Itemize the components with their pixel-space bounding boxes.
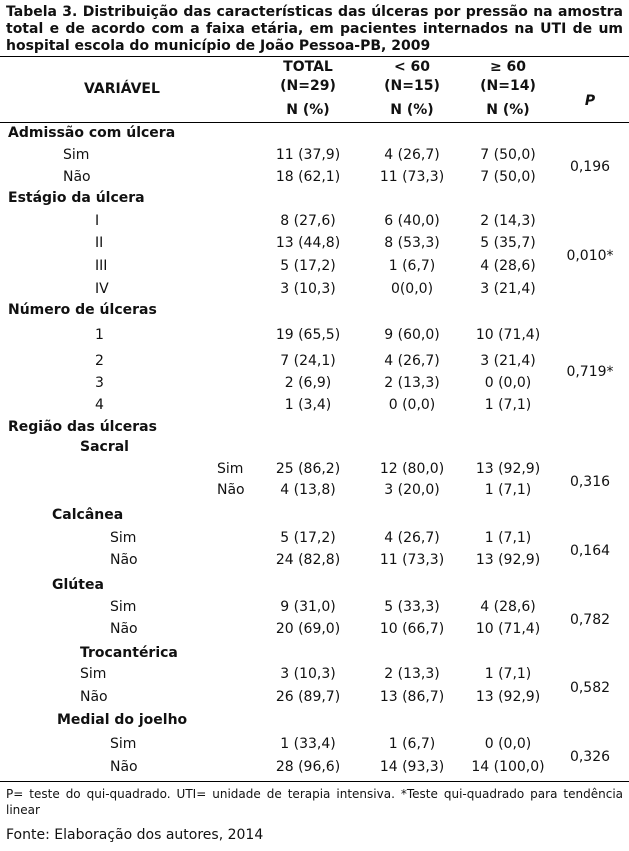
p-value: 0,719* (566, 364, 614, 380)
bottom-rule (0, 781, 629, 782)
cell-ge60: 5 (35,7) (480, 235, 536, 251)
cell-lt60: 14 (93,3) (379, 759, 445, 775)
row-label: Não (217, 482, 245, 498)
header-ge60-line1: ≥ 60 (489, 59, 527, 75)
row-label: Não (110, 621, 138, 637)
cell-lt60: 0(0,0) (390, 281, 434, 297)
row-label: Não (110, 552, 138, 568)
cell-lt60: 3 (20,0) (384, 482, 440, 498)
p-value: 0,582 (569, 680, 611, 696)
cell-lt60: 2 (13,3) (384, 666, 440, 682)
section-title: Admissão com úlcera (8, 125, 176, 141)
cell-total: 13 (44,8) (275, 235, 341, 251)
cell-ge60: 1 (7,1) (484, 530, 532, 546)
cell-ge60: 14 (100,0) (471, 759, 545, 775)
cell-total: 26 (89,7) (275, 689, 341, 705)
top-rule (0, 56, 629, 57)
subsection-title: Glútea (52, 577, 104, 593)
row-label: Não (63, 169, 91, 185)
cell-lt60: 1 (6,7) (388, 258, 436, 274)
p-value: 0,326 (569, 749, 611, 765)
cell-total: 19 (65,5) (275, 327, 341, 343)
cell-lt60: 12 (80,0) (379, 461, 445, 477)
cell-lt60: 0 (0,0) (388, 397, 436, 413)
cell-lt60: 4 (26,7) (384, 353, 440, 369)
row-label: III (95, 258, 108, 274)
header-lt60-line1: < 60 (393, 59, 431, 75)
cell-total: 5 (17,2) (280, 530, 336, 546)
p-value: 0,316 (569, 474, 611, 490)
cell-ge60: 2 (14,3) (480, 213, 536, 229)
row-label: Sim (217, 461, 244, 477)
cell-lt60: 6 (40,0) (384, 213, 440, 229)
cell-ge60: 3 (21,4) (480, 281, 536, 297)
header-p: P (584, 93, 596, 109)
cell-ge60: 7 (50,0) (480, 169, 536, 185)
cell-ge60: 1 (7,1) (484, 397, 532, 413)
header-lt60-npct: N (%) (390, 102, 434, 118)
cell-lt60: 5 (33,3) (384, 599, 440, 615)
section-title: Estágio da úlcera (8, 190, 145, 206)
cell-ge60: 1 (7,1) (484, 666, 532, 682)
header-lt60-line2: (N=15) (384, 78, 440, 94)
row-label: 3 (95, 375, 104, 391)
cell-total: 9 (31,0) (280, 599, 336, 615)
cell-total: 5 (17,2) (280, 258, 336, 274)
section-title: Região das úlceras (8, 419, 157, 435)
cell-ge60: 10 (71,4) (475, 327, 541, 343)
row-label: Sim (80, 666, 107, 682)
cell-lt60: 10 (66,7) (379, 621, 445, 637)
cell-total: 24 (82,8) (275, 552, 341, 568)
cell-ge60: 0 (0,0) (484, 736, 532, 752)
cell-total: 20 (69,0) (275, 621, 341, 637)
cell-ge60: 13 (92,9) (475, 689, 541, 705)
cell-total: 3 (10,3) (280, 666, 336, 682)
cell-total: 1 (3,4) (284, 397, 332, 413)
cell-total: 2 (6,9) (284, 375, 332, 391)
cell-total: 4 (13,8) (280, 482, 336, 498)
cell-ge60: 13 (92,9) (475, 461, 541, 477)
cell-ge60: 10 (71,4) (475, 621, 541, 637)
table-footnote: P= teste do qui-quadrado. UTI= unidade de terapia intensiva. *Teste qui-quadrado para tendência linear (6, 787, 623, 817)
cell-ge60: 0 (0,0) (484, 375, 532, 391)
cell-lt60: 11 (73,3) (379, 552, 445, 568)
cell-lt60: 2 (13,3) (384, 375, 440, 391)
cell-lt60: 9 (60,0) (384, 327, 440, 343)
header-variable: VARIÁVEL (84, 81, 160, 97)
subsection-title: Calcânea (52, 507, 124, 523)
row-label: IV (95, 281, 109, 297)
cell-total: 11 (37,9) (275, 147, 341, 163)
header-ge60-npct: N (%) (486, 102, 530, 118)
row-label: Sim (110, 599, 137, 615)
row-label: Não (110, 759, 138, 775)
header-rule (0, 122, 629, 123)
row-label: I (95, 213, 100, 229)
p-value: 0,010* (566, 248, 614, 264)
row-label: Não (80, 689, 108, 705)
p-value: 0,196 (569, 159, 611, 175)
subsection-title: Sacral (80, 439, 129, 455)
cell-ge60: 1 (7,1) (484, 482, 532, 498)
section-title: Número de úlceras (8, 302, 157, 318)
row-label: 4 (95, 397, 104, 413)
row-label: 2 (95, 353, 104, 369)
cell-ge60: 13 (92,9) (475, 552, 541, 568)
row-label: Sim (110, 530, 137, 546)
cell-ge60: 4 (28,6) (480, 258, 536, 274)
cell-total: 8 (27,6) (280, 213, 336, 229)
header-total-line1: TOTAL (283, 59, 333, 75)
table-source: Fonte: Elaboração dos autores, 2014 (6, 827, 264, 843)
cell-lt60: 4 (26,7) (384, 147, 440, 163)
cell-ge60: 4 (28,6) (480, 599, 536, 615)
cell-ge60: 7 (50,0) (480, 147, 536, 163)
subsection-title: Medial do joelho (57, 712, 188, 728)
header-ge60-line2: (N=14) (480, 78, 536, 94)
header-total-line2: (N=29) (280, 78, 336, 94)
cell-total: 28 (96,6) (275, 759, 341, 775)
p-value: 0,164 (569, 543, 611, 559)
header-total-npct: N (%) (286, 102, 330, 118)
cell-lt60: 13 (86,7) (379, 689, 445, 705)
row-label: Sim (110, 736, 137, 752)
p-value: 0,782 (569, 612, 611, 628)
cell-total: 18 (62,1) (275, 169, 341, 185)
cell-total: 1 (33,4) (280, 736, 336, 752)
row-label: Sim (63, 147, 90, 163)
cell-total: 7 (24,1) (280, 353, 336, 369)
table-title: Tabela 3. Distribuição das características das úlceras por pressão na amostra total e de acordo com a faixa etária, em pacientes internados na UTI de um hospital escola do município de João Pessoa-PB, 2009 (6, 4, 623, 54)
subsection-title: Trocantérica (80, 645, 178, 661)
cell-ge60: 3 (21,4) (480, 353, 536, 369)
cell-total: 3 (10,3) (280, 281, 336, 297)
row-label: 1 (95, 327, 104, 343)
row-label: II (95, 235, 104, 251)
cell-lt60: 1 (6,7) (388, 736, 436, 752)
cell-lt60: 8 (53,3) (384, 235, 440, 251)
cell-lt60: 4 (26,7) (384, 530, 440, 546)
cell-total: 25 (86,2) (275, 461, 341, 477)
cell-lt60: 11 (73,3) (379, 169, 445, 185)
